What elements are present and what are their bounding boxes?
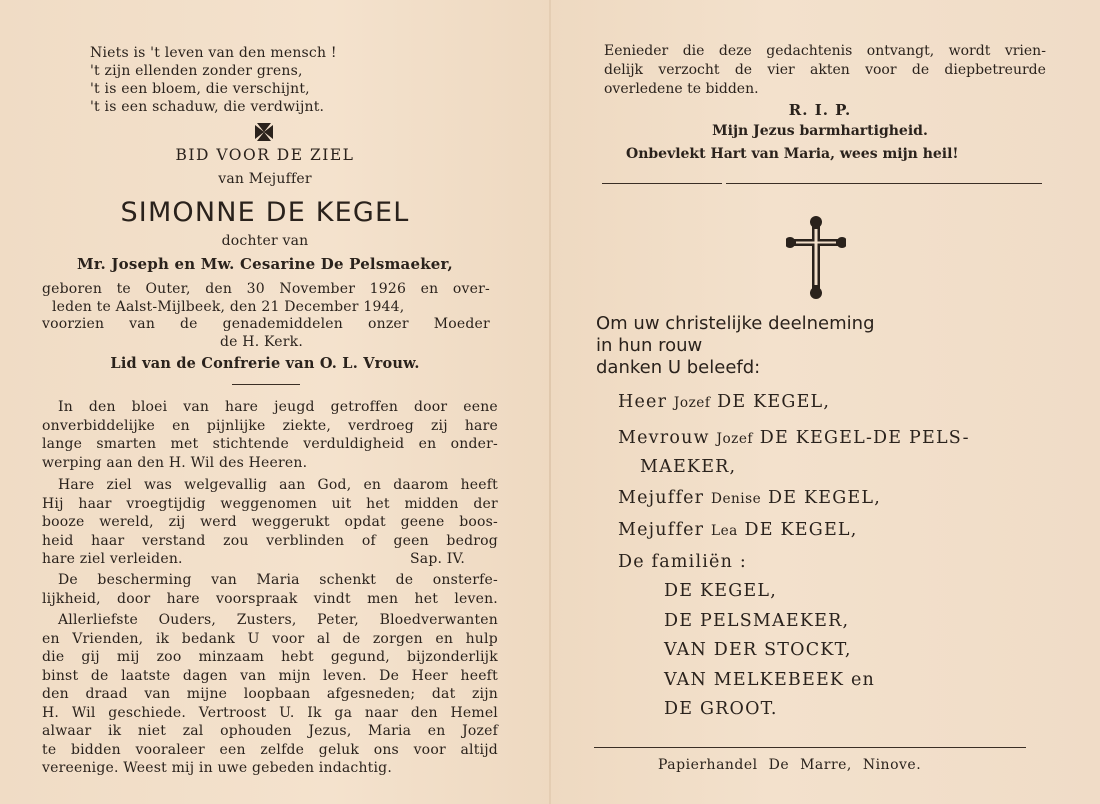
poem-line: 't is een bloem, die verschijnt,	[90, 81, 310, 97]
mourner-first-name: Jozef	[673, 395, 711, 411]
text-paragraph-3	[42, 571, 498, 608]
cross-icon	[786, 215, 846, 299]
poem-line: Niets is 't leven van den mensch !	[90, 45, 337, 61]
mourner-title: Mevrouw	[618, 428, 710, 448]
text-paragraph-2	[42, 476, 498, 569]
family-name: DE PELSMAEKER,	[664, 610, 850, 631]
families-list	[664, 577, 875, 725]
text-line: binst de laatste dagen van mijn leven. De Heer heeft	[42, 667, 498, 684]
thanks-line: Om uw christelijke deelneming	[596, 313, 875, 334]
text-line: Allerliefste Ouders, Zusters, Peter, Bloedverwanten	[58, 612, 498, 628]
text-paragraph-1	[42, 398, 498, 472]
mourner	[618, 387, 970, 419]
family-name: VAN MELKEBEEK en	[664, 669, 875, 690]
printer-imprint: Papierhandel De Marre, Ninove.	[658, 757, 922, 773]
mourner-first-name: Denise	[711, 491, 762, 507]
text-line: den draad van mijne loopbaan afgesneden; dat zijn	[42, 686, 498, 702]
prayer-mercy: Mijn Jezus barmhartigheid.	[712, 123, 928, 139]
mourner	[618, 515, 970, 547]
of-miss: van Mejuffer	[218, 171, 312, 187]
divider	[232, 384, 300, 385]
mourner-last-name: DE KEGEL-DE PELS-	[759, 428, 970, 448]
divider-long	[726, 183, 1042, 184]
thanks-line: in hun rouw	[596, 335, 703, 356]
prayer-heart: Onbevlekt Hart van Maria, wees mijn heil!	[626, 146, 959, 162]
mourners-list	[618, 387, 970, 578]
mourner	[618, 423, 970, 455]
text-line: te bidden vooraleer een zelfde geluk ons voor altijd	[42, 741, 498, 758]
life-line: leden te Aalst-Mijlbeek, den 21 December 1944,	[52, 298, 405, 315]
scripture-reference: Sap. IV.	[410, 551, 466, 567]
request-text	[604, 42, 1046, 99]
text-line: De bescherming van Maria schenkt de onsterfe-	[58, 572, 498, 588]
confraternity: Lid van de Confrerie van O. L. Vrouw.	[110, 355, 420, 372]
request-line: delijk verzocht de vier akten voor de diepbetreurde	[604, 62, 1046, 78]
text-line: onverbiddelijke en pijnlijke ziekte, verdroeg zij hare	[42, 417, 498, 434]
life-line: voorzien van de genademiddelen onzer Moeder	[42, 316, 490, 332]
mourner-continuation: MAEKER,	[640, 457, 737, 477]
text-line: Hare ziel was welgevallig aan God, en daarom heeft	[58, 477, 498, 493]
rip: R. I. P.	[788, 101, 852, 119]
divider-short	[602, 183, 722, 184]
thanks-text	[596, 313, 875, 379]
mourner-last-name: DE KEGEL,	[744, 520, 858, 540]
cross-pattee-icon	[254, 122, 274, 142]
family-name: DE GROOT.	[664, 699, 778, 719]
text-line-last	[42, 550, 498, 569]
mourner-last-name: DE KEGEL,	[717, 392, 831, 412]
text-line: H. Wil geschiede. Vertroost U. Ik ga naar den Hemel	[42, 704, 498, 721]
text-line: heid haar verstand zou verblinden of geen bedrog	[42, 532, 498, 549]
mourner-last-name: DE KEGEL,	[768, 488, 881, 508]
poem-line: 't zijn ellenden zonder grens,	[90, 63, 303, 79]
text-line: die gij mij zoo minzaam hebt gegund, bijzonderlijk	[42, 649, 498, 665]
family-name: DE KEGEL,	[664, 581, 777, 601]
card-fold	[549, 0, 551, 804]
deceased-name: SIMONNE DE KEGEL	[120, 197, 410, 228]
text-line: werping aan den H. Wil des Heeren.	[42, 454, 308, 471]
text-line: hare ziel verleiden.	[42, 551, 183, 567]
life-details	[42, 281, 490, 351]
mourner-title: Mejuffer	[618, 520, 705, 540]
mourner-first-name: Jozef	[716, 431, 753, 447]
pray-heading: BID VOOR DE ZIEL	[175, 146, 355, 164]
text-line: alwaar ik niet zal ophouden Jezus, Maria en Jozef	[42, 723, 498, 739]
mourner-first-name: Lea	[711, 523, 738, 539]
opening-poem	[90, 44, 337, 116]
text-paragraph-4	[42, 611, 498, 778]
text-line: en Vrienden, ik bedank U voor al de zorgen en hulp	[42, 630, 498, 647]
mourner-title: Heer	[618, 392, 668, 412]
parents-name: Mr. Joseph en Mw. Cesarine De Pelsmaeker,	[77, 255, 453, 273]
text-line: booze wereld, zij werd weggerukt opdat geene boos-	[42, 514, 498, 530]
life-line: geboren te Outer, den 30 November 1926 en over-	[42, 281, 490, 297]
daughter-of: dochter van	[221, 233, 309, 249]
life-line: de H. Kerk.	[220, 333, 304, 350]
text-line: lange smarten met stichtende verduldigheid en onder-	[42, 436, 498, 452]
text-line: Hij haar vroegtijdig weggenomen uit het midden der	[42, 495, 498, 512]
text-line: lijkheid, door hare voorspraak vindt men het leven.	[42, 590, 498, 607]
poem-line: 't is een schaduw, die verdwijnt.	[90, 99, 325, 115]
request-line: overledene te bidden.	[604, 81, 759, 97]
text-line: vereenige. Weest mij in uwe gebeden indachtig.	[42, 760, 392, 776]
mourner-title: Mejuffer	[618, 488, 705, 508]
thanks-line: danken U beleefd:	[596, 357, 761, 378]
family-name: VAN DER STOCKT,	[664, 640, 852, 660]
families-label: De familiën :	[618, 552, 747, 572]
mourner	[618, 483, 970, 515]
text-line: In den bloei van hare jeugd getroffen door eene	[58, 399, 498, 415]
request-line: Eenieder die deze gedachtenis ontvangt, wordt vrien-	[604, 43, 1046, 59]
bottom-divider	[594, 747, 1026, 748]
